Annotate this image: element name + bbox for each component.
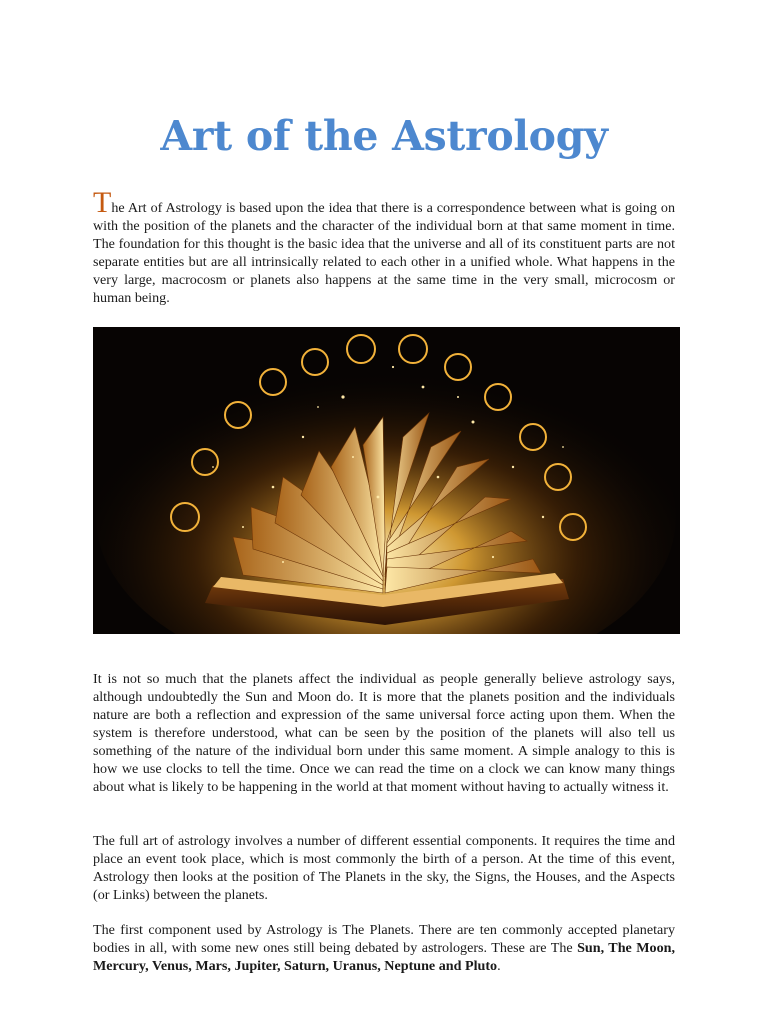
page-title: Art of the Astrology [160, 112, 608, 160]
intro-text: he Art of Astrology is based upon the idea that there is a correspondence between what is going on with the position of the planets and the character of the individual born at that same moment in time. The foundation for this thought is the basic idea that the universe and all of its constituent parts are not separate entities but are all intrinsically related to each other in a unified whole. What happens in the very large, macrocosm or planets also happens at the same time in the very small, microcosm or human being. [93, 200, 675, 306]
body-paragraph-2: It is not so much that the planets affect the individual as people generally believe astrology says, although undoubtedly the Sun and Moon do. It is more that the planets position and the individuals nature are both a reflection and expression of the same universal force acting upon them. When the system is therefore understood, what can be seen by the position of the planets will also tell us something of the nature of the individual born under this same moment. A simple analogy to this is how we use clocks to tell the time. Once we can read the time on a clock we can know many things about what is likely to be happening in the world at that moment without having to actually witness it. [93, 671, 675, 795]
paragraph-end: . [497, 958, 501, 974]
body-paragraph-3: The full art of astrology involves a number of different essential components. It requires the time and place an event took place, which is most commonly the birth of a person. At the time of this event, Astrology then looks at the position of The Planets in the sky, the Signs, the Houses, and the Aspects (or Links) between the planets. [93, 833, 675, 903]
planets-intro-text: The first component used by Astrology is The Planets. There are ten commonly accepted planetary bodies in all, with some new ones still being debated by astrologers. These are The [93, 922, 675, 956]
planets-list: Sun, The Moon, Mercury, Venus, Mars, Jupiter, Saturn, Uranus, Neptune and Pluto [93, 940, 675, 974]
astrology-book-image [93, 327, 680, 634]
intro-paragraph [93, 186, 675, 307]
book-illustration [93, 327, 680, 634]
body-paragraph-4 [93, 921, 675, 975]
drop-cap: T [93, 186, 112, 219]
